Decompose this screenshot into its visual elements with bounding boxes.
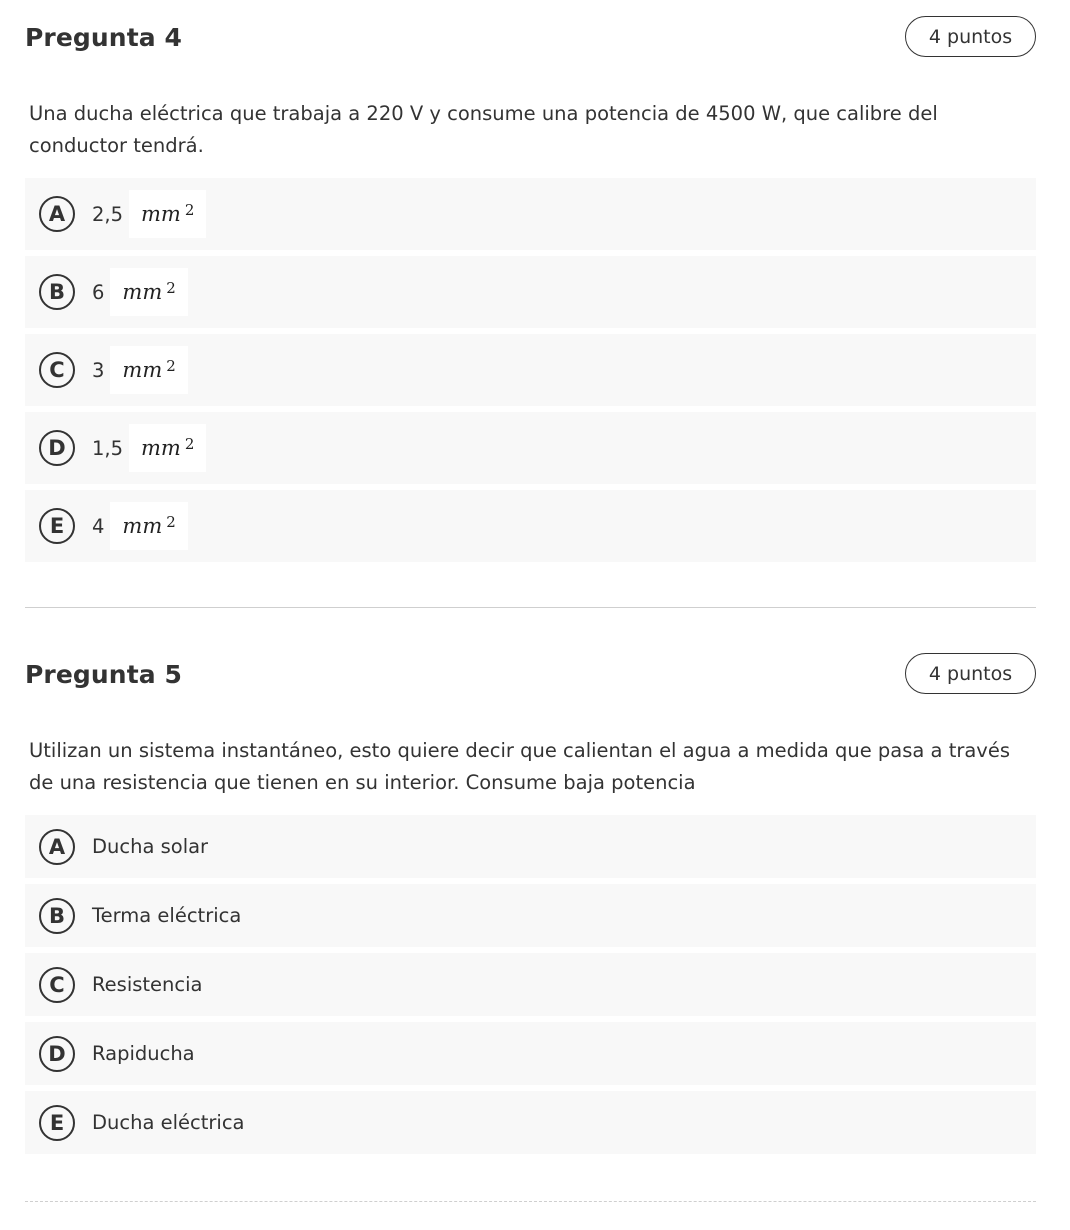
points-badge: 4 puntos bbox=[905, 16, 1036, 57]
option-letter: D bbox=[39, 1036, 75, 1072]
math-unit bbox=[110, 346, 187, 394]
option-e[interactable] bbox=[25, 1091, 1036, 1154]
option-value: 6 bbox=[92, 280, 105, 304]
option-d[interactable] bbox=[25, 412, 1036, 484]
option-text bbox=[92, 268, 188, 316]
option-letter: B bbox=[39, 898, 75, 934]
question-title: Pregunta 4 bbox=[25, 23, 183, 52]
option-letter: C bbox=[39, 967, 75, 1003]
question-title: Pregunta 5 bbox=[25, 660, 183, 689]
option-text bbox=[92, 190, 206, 238]
option-text bbox=[92, 346, 188, 394]
option-letter: D bbox=[39, 430, 75, 466]
unit-symbol: mm bbox=[122, 358, 163, 382]
option-label: Terma eléctrica bbox=[92, 904, 242, 927]
question-header bbox=[25, 16, 1036, 60]
unit-symbol: mm bbox=[141, 202, 181, 226]
option-value: 3 bbox=[92, 358, 105, 382]
option-a[interactable] bbox=[25, 815, 1036, 878]
unit-exponent: 2 bbox=[166, 357, 176, 375]
option-value: 1,5 bbox=[92, 436, 124, 460]
unit-symbol: mm bbox=[141, 436, 181, 460]
options-list bbox=[25, 815, 1036, 1154]
math-unit bbox=[129, 190, 206, 238]
unit-exponent: 2 bbox=[184, 435, 195, 453]
unit-exponent: 2 bbox=[184, 201, 195, 219]
option-value: 4 bbox=[92, 514, 105, 538]
option-e[interactable] bbox=[25, 490, 1036, 562]
math-unit bbox=[110, 502, 187, 550]
option-letter: A bbox=[39, 829, 75, 865]
option-letter: B bbox=[39, 274, 75, 310]
section-divider bbox=[25, 1201, 1036, 1202]
question-text: Utilizan un sistema instantáneo, esto quiere decir que calientan el agua a medida que pasa a través de una resistencia que tienen en su interior. Consume baja potencia bbox=[29, 739, 1010, 794]
option-c[interactable] bbox=[25, 953, 1036, 1016]
math-unit bbox=[110, 268, 187, 316]
points-badge: 4 puntos bbox=[905, 653, 1036, 694]
options-list bbox=[25, 178, 1036, 562]
question-4 bbox=[25, 16, 1036, 562]
option-text bbox=[92, 424, 206, 472]
option-label: Rapiducha bbox=[92, 1042, 195, 1065]
question-5 bbox=[25, 653, 1036, 1154]
option-value: 2,5 bbox=[92, 202, 124, 226]
option-letter: E bbox=[39, 508, 75, 544]
unit-exponent: 2 bbox=[166, 513, 176, 531]
unit-symbol: mm bbox=[122, 280, 163, 304]
option-b[interactable] bbox=[25, 884, 1036, 947]
option-a[interactable] bbox=[25, 178, 1036, 250]
option-letter: C bbox=[39, 352, 75, 388]
option-c[interactable] bbox=[25, 334, 1036, 406]
option-label: Ducha eléctrica bbox=[92, 1111, 245, 1134]
option-letter: A bbox=[39, 196, 75, 232]
option-label: Ducha solar bbox=[92, 835, 209, 858]
unit-symbol: mm bbox=[122, 514, 163, 538]
question-text: Una ducha eléctrica que trabaja a 220 V y consume una potencia de 4500 W, que calibre del conductor tendrá. bbox=[29, 102, 938, 157]
option-text bbox=[92, 502, 188, 550]
option-b[interactable] bbox=[25, 256, 1036, 328]
math-unit bbox=[129, 424, 206, 472]
unit-exponent: 2 bbox=[166, 279, 176, 297]
question-header bbox=[25, 653, 1036, 697]
option-letter: E bbox=[39, 1105, 75, 1141]
option-label: Resistencia bbox=[92, 973, 203, 996]
section-divider bbox=[25, 607, 1036, 608]
option-d[interactable] bbox=[25, 1022, 1036, 1085]
